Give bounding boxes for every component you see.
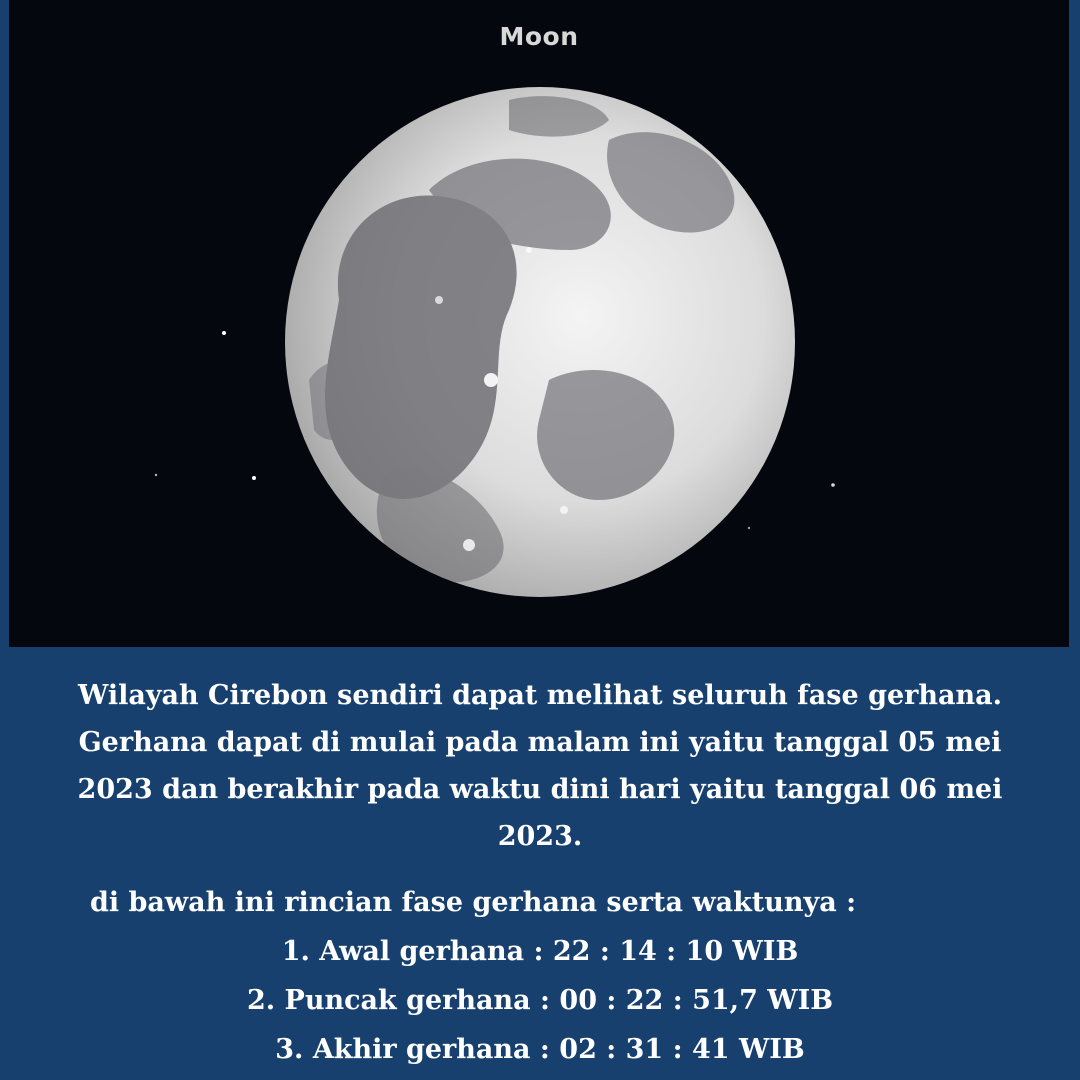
phase-peak: 2. Puncak gerhana : 00 : 22 : 51,7 WIB <box>246 985 834 1016</box>
photo-title: Moon <box>499 22 579 51</box>
moon-photo <box>9 0 1069 647</box>
phase-end: 3. Akhir gerhana : 02 : 31 : 41 WIB <box>275 1034 805 1065</box>
moon-illustration <box>9 0 1069 647</box>
caption-paragraph: Wilayah Cirebon sendiri dapat melihat seluruh fase gerhana. Gerhana dapat di mulai pada malam ini yaitu tanggal 05 mei 2023 dan berakhir pada waktu dini hari yaitu tanggal 06 mei 2023. <box>77 680 1003 852</box>
eclipse-phase-details <box>0 878 1080 1074</box>
details-intro: di bawah ini rincian fase gerhana serta waktunya : <box>90 887 857 918</box>
phase-start: 1. Awal gerhana : 22 : 14 : 10 WIB <box>281 936 799 967</box>
